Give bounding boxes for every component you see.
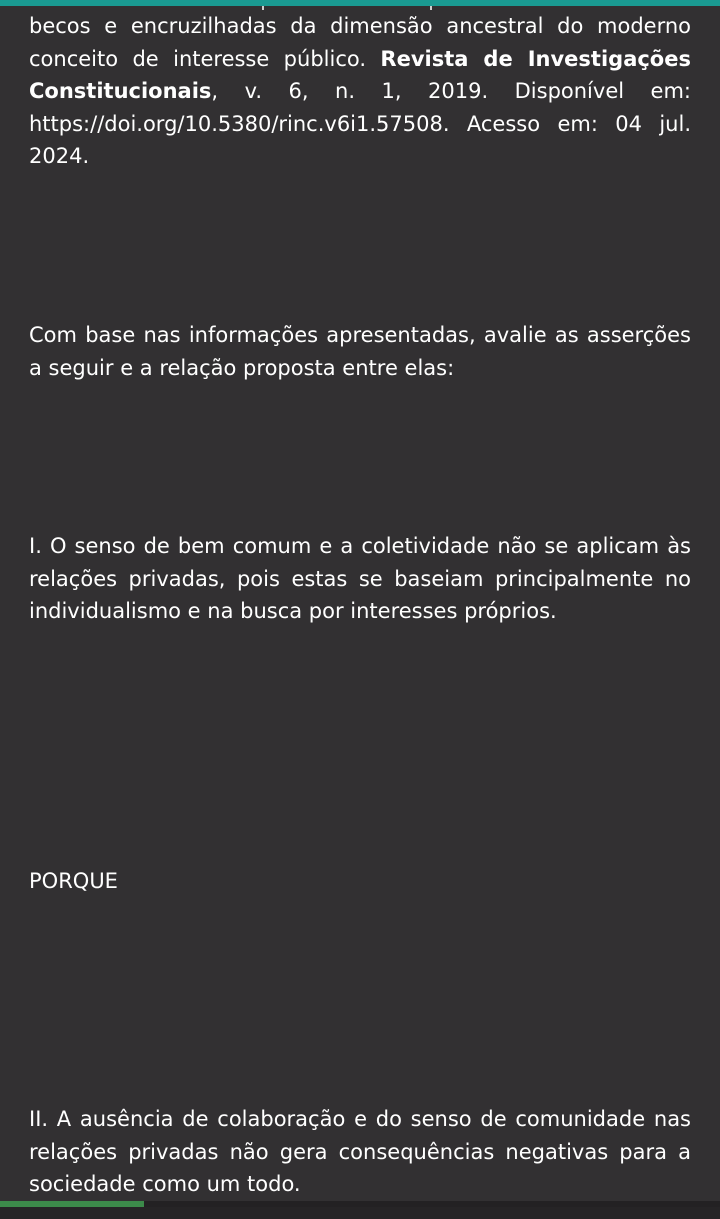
- reference-paragraph: [29, 10, 691, 173]
- top-accent-bar: [0, 0, 720, 6]
- reference-text-after: , v. 6, n. 1, 2019. Disponível em: https://doi.org/10.5380/rinc.v6i1.57508. Acesso em: 04 jul. 2024.: [29, 79, 691, 168]
- reference-journal: Revista de Investigações Constitucionais: [29, 46, 691, 103]
- connector-porque: PORQUE: [29, 869, 118, 893]
- question-intro: Com base nas informações apresentadas, avalie as asserções a seguir e a relação proposta entre elas:: [29, 323, 691, 380]
- assertion-1: I. O senso de bem comum e a coletividade não se aplicam às relações privadas, pois estas se baseiam principalmente no individualismo e na busca por interesses próprios.: [29, 534, 691, 623]
- assertion-2: II. A ausência de colaboração e do senso de comunidade nas relações privadas não gera consequências negativas para a sociedade como um todo.: [29, 1107, 691, 1196]
- reference-text-before: becos e encruzilhadas da dimensão ancestral do moderno conceito de interesse público.: [29, 14, 691, 71]
- bottom-strip: [0, 1207, 720, 1219]
